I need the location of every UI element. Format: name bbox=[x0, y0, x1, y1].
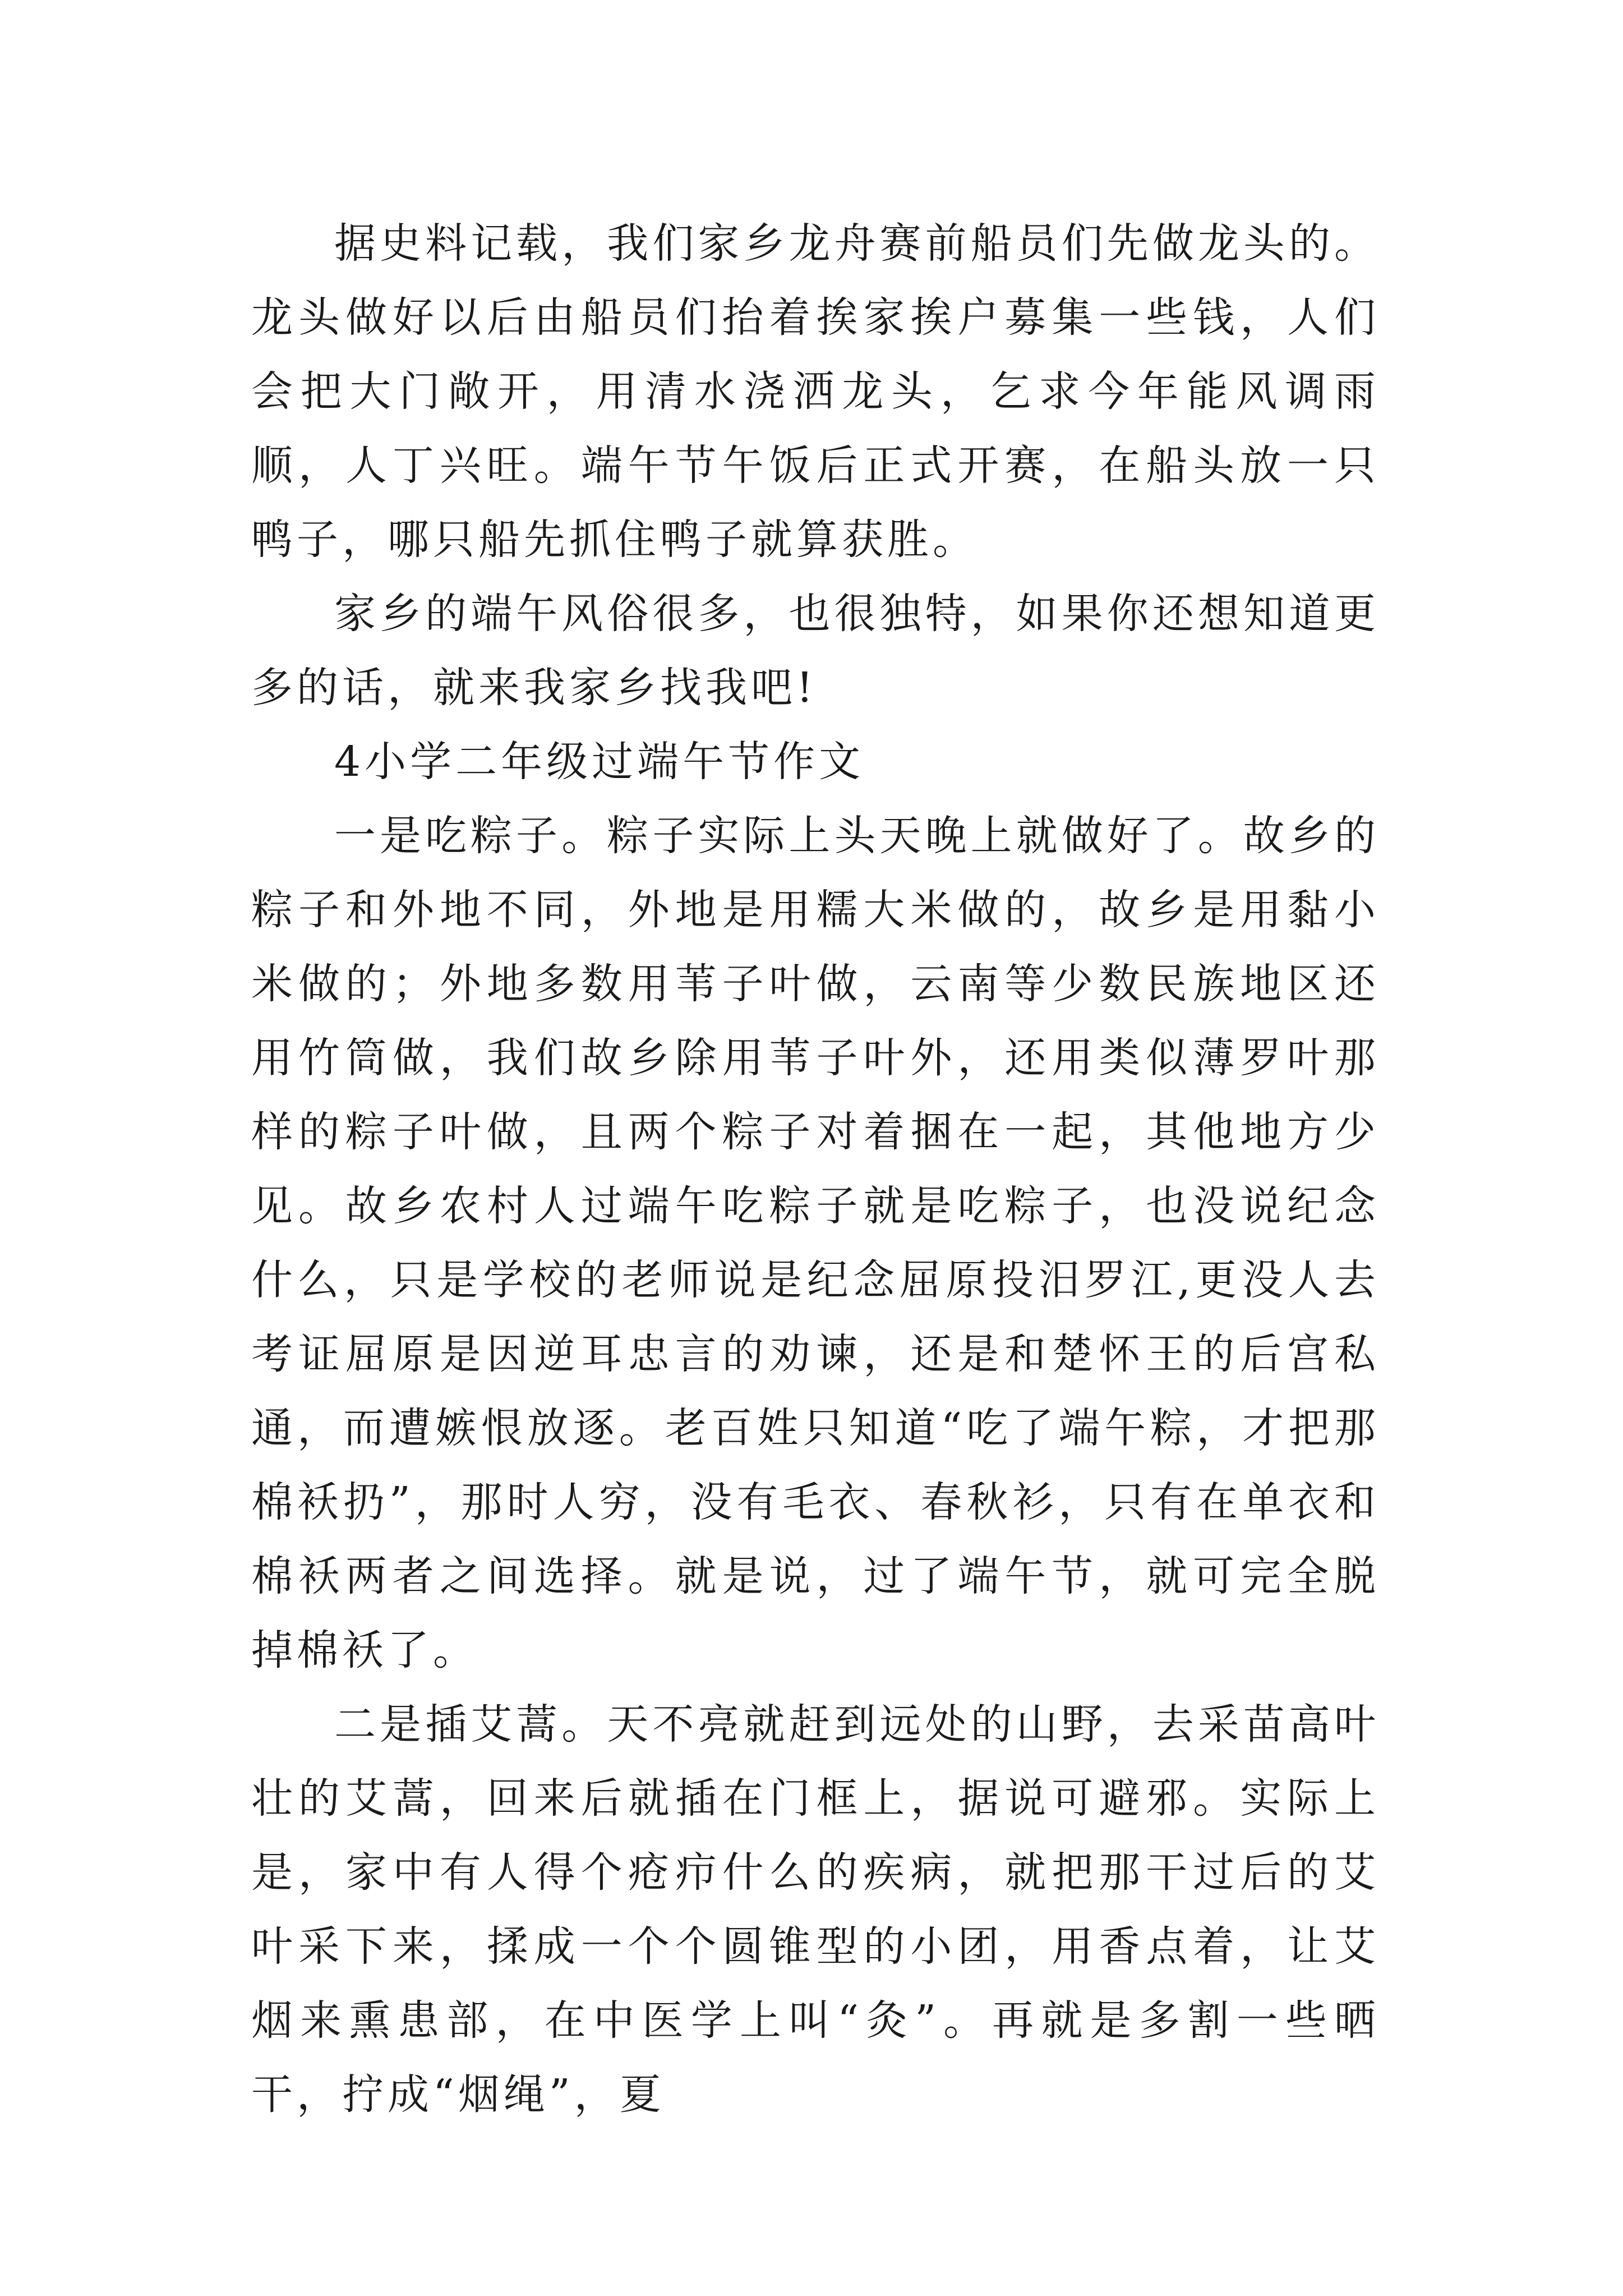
paragraph-zongzi: 一是吃粽子。粽子实际上头天晚上就做好了。故乡的粽子和外地不同，外地是用糯大米做的，故乡是用黏小米做的；外地多数用苇子叶做，云南等少数民族地区还用竹筒做，我们故乡除用苇子叶外，还用类似薄罗叶那样的粽子叶做，且两个粽子对着捆在一起，其他地方少见。故乡农村人过端午吃粽子就是吃粽子，也没说纪念什么，只是学校的老师说是纪念屈原投汨罗江,更没人去考证屈原是因逆耳忠言的劝谏，还是和楚怀王的后宫私通，而遭嫉恨放逐。老百姓只知道“吃了端午粽，才把那棉袄扔”，那时人穷，没有毛衣、春秋衫，只有在单衣和棉袄两者之间选择。就是说，过了端午节，就可完全脱掉棉袄了。 bbox=[251, 812, 1380, 1674]
paragraph-invitation: 家乡的端午风俗很多，也很独特，如果你还想知道更多的话，就来我家乡找我吧! bbox=[251, 590, 1380, 712]
paragraph-dragon-boat-history: 据史料记载，我们家乡龙舟赛前船员们先做龙头的。龙头做好以后由船员们抬着挨家挨户募集一些钱，人们会把大门敞开，用清水浇洒龙头，乞求今年能风调雨顺，人丁兴旺。端午节午饭后正式开赛，在船头放一只鸭子，哪只船先抓住鸭子就算获胜。 bbox=[251, 219, 1380, 564]
paragraph-mugwort: 二是插艾蒿。天不亮就赶到远处的山野，去采苗高叶壮的艾蒿，回来后就插在门框上，据说可避邪。实际上是，家中有人得个疮疖什么的疾病，就把那干过后的艾叶采下来，揉成一个个圆锥型的小团，用香点着，让艾烟来熏患部，在中医学上叫“灸”。再就是多割一些晒干，拧成“烟绳”，夏 bbox=[251, 1700, 1380, 2119]
document-body bbox=[251, 206, 1380, 2132]
section-heading: 4小学二年级过端午节作文 bbox=[334, 738, 865, 786]
